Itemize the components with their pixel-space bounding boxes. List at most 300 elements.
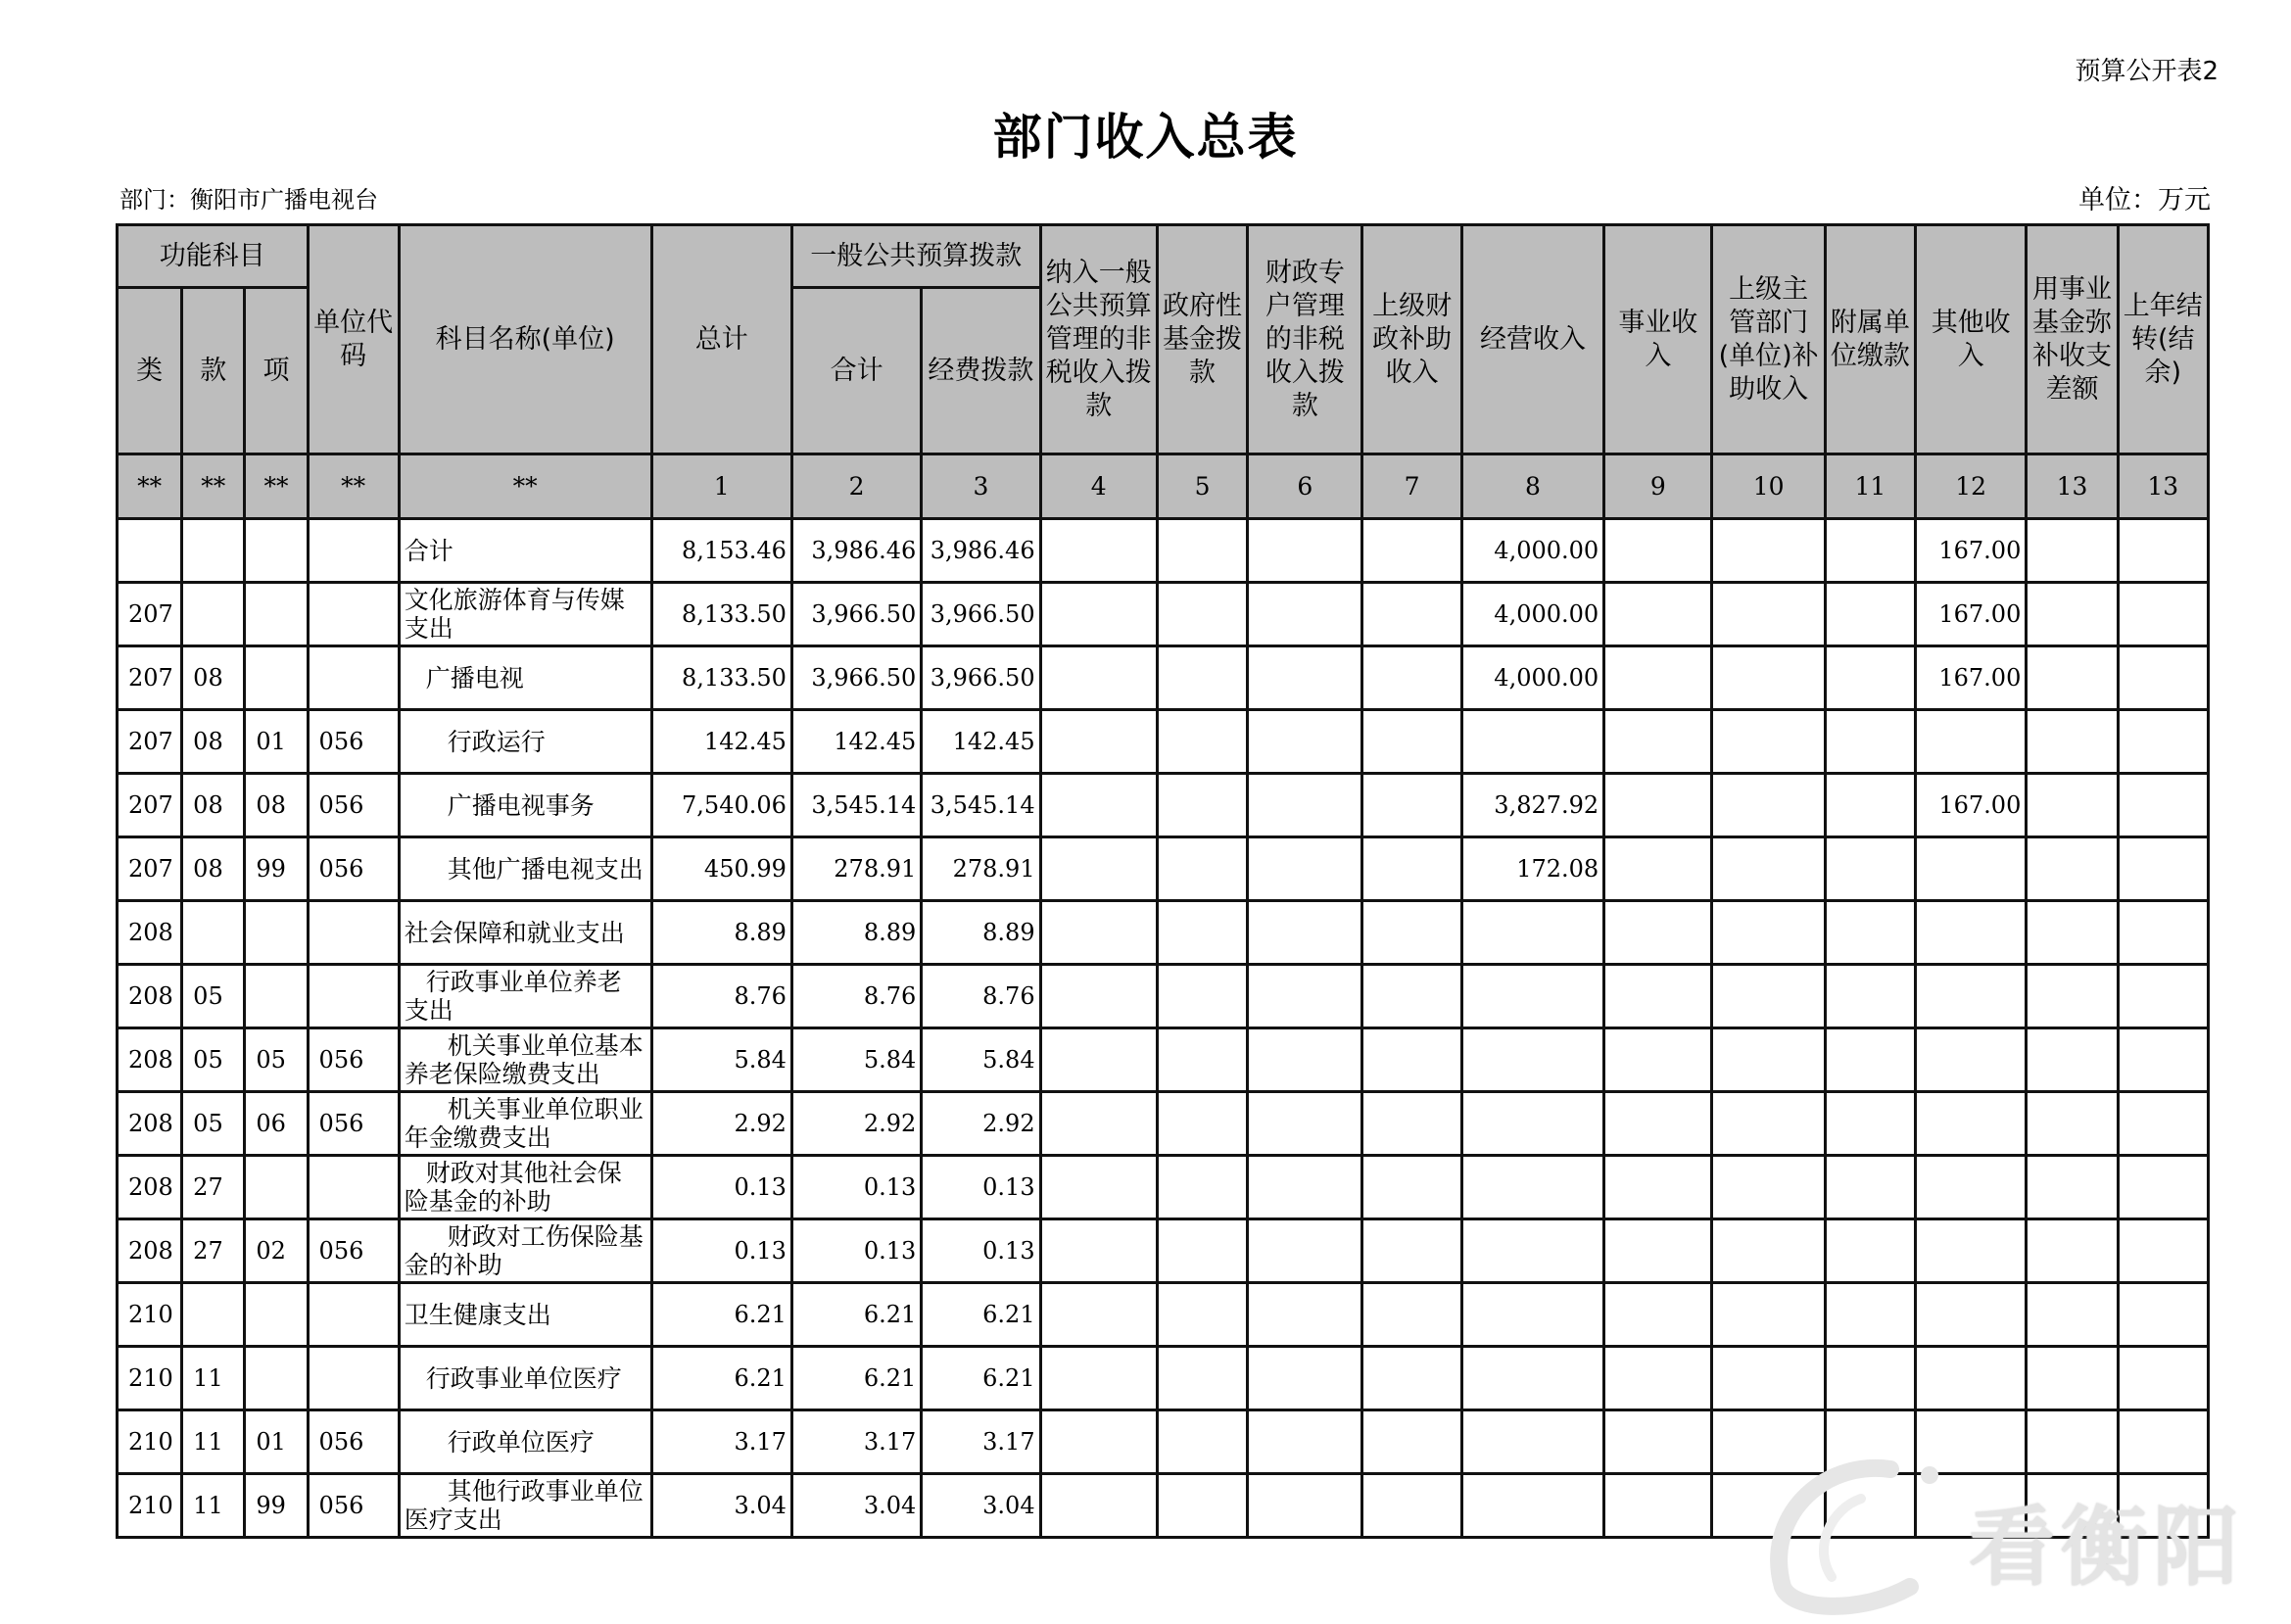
cell-business [1604,1028,1712,1092]
cell-affiliated [1825,1219,1915,1283]
table-row [118,1219,2209,1283]
cell-code: 056 [308,1474,399,1538]
header-nontax-in-gpb: 纳入一般公共预算管理的非税收入拨款 [1040,225,1157,454]
cell-fund-gap [2027,646,2118,710]
cell-fund-gap [2027,965,2118,1028]
cell-xiang: 02 [245,1219,308,1283]
subject-name-text: 机关事业单位职业年金缴费支出 [404,1095,644,1152]
cell-gpb-sum: 2.92 [791,1092,921,1156]
header-business-income: 事业收入 [1604,225,1712,454]
cell-gov-fund [1157,837,1247,901]
cell-business [1604,583,1712,646]
cell-affiliated [1825,837,1915,901]
cell-business [1604,837,1712,901]
cell-carryover [2118,837,2208,901]
cell-sup-dept [1712,1474,1825,1538]
cell-xiang [245,646,308,710]
cell-lei: 207 [118,710,182,774]
cell-total: 8,153.46 [651,519,791,583]
cell-gpb-funds: 0.13 [922,1156,1040,1219]
cell-gpb-funds: 3.17 [922,1410,1040,1474]
cell-superior [1362,965,1461,1028]
cell-other: 167.00 [1916,646,2027,710]
cell-gpb-funds: 278.91 [922,837,1040,901]
cell-superior [1362,1092,1461,1156]
subject-name-text: 合计 [404,536,453,565]
cell-code: 056 [308,1219,399,1283]
cell-subject-name [399,1347,651,1410]
cell-kuan: 11 [182,1474,245,1538]
header-xiang: 项 [245,288,308,454]
subject-name-text: 行政运行 [447,727,546,756]
cell-kuan: 05 [182,1028,245,1092]
cell-gov-fund [1157,1347,1247,1410]
cell-sup-dept [1712,583,1825,646]
cell-kuan: 27 [182,1156,245,1219]
cell-fin-acct [1248,774,1362,837]
header-business-fund-gap: 用事业基金弥补收支差额 [2027,225,2118,454]
cell-affiliated [1825,1474,1915,1538]
cell-business [1604,519,1712,583]
cell-sup-dept [1712,1283,1825,1347]
income-summary-table [116,223,2210,1539]
cell-gpb-sum: 8.76 [791,965,921,1028]
cell-kuan: 11 [182,1410,245,1474]
cell-operating [1461,1092,1603,1156]
cell-code: 056 [308,710,399,774]
cell-carryover [2118,965,2208,1028]
cell-business [1604,1219,1712,1283]
cell-fund-gap [2027,583,2118,646]
subject-name-text: 行政事业单位养老支出 [404,968,622,1025]
subject-name-text: 社会保障和就业支出 [404,918,625,947]
cell-sup-dept [1712,646,1825,710]
header-lei: 类 [118,288,182,454]
header-subject-name: 科目名称(单位) [399,225,651,454]
cell-lei: 207 [118,583,182,646]
cell-business [1604,1474,1712,1538]
cell-carryover [2118,1410,2208,1474]
cell-gov-fund [1157,710,1247,774]
cell-kuan: 08 [182,837,245,901]
cell-nontax [1040,646,1157,710]
header-superior-subsidy: 上级财政补助收入 [1362,225,1461,454]
cell-kuan: 05 [182,965,245,1028]
cell-superior [1362,710,1461,774]
cell-superior [1362,1156,1461,1219]
department-label: 部门：衡阳市广播电视台 [119,186,378,214]
header-last-year-carryover: 上年结转(结余) [2118,225,2208,454]
cell-kuan: 08 [182,646,245,710]
cell-affiliated [1825,519,1915,583]
index-cell: 2 [791,454,921,519]
subject-name-text: 财政对工伤保险基金的补助 [404,1222,644,1279]
cell-gpb-sum: 5.84 [791,1028,921,1092]
table-row [118,1028,2209,1092]
cell-other: 167.00 [1916,583,2027,646]
index-cell: ** [399,454,651,519]
cell-subject-name [399,837,651,901]
cell-kuan [182,583,245,646]
table-body [118,519,2209,1538]
cell-fund-gap [2027,837,2118,901]
cell-sup-dept [1712,1156,1825,1219]
cell-gov-fund [1157,1474,1247,1538]
cell-xiang [245,1283,308,1347]
cell-gpb-sum: 0.13 [791,1219,921,1283]
cell-operating [1461,1474,1603,1538]
watermark-text: 看衡阳 [1969,1497,2246,1598]
cell-carryover [2118,646,2208,710]
cell-subject-name [399,1156,651,1219]
cell-affiliated [1825,1347,1915,1410]
cell-total: 8.89 [651,901,791,965]
table-row [118,837,2209,901]
cell-kuan: 08 [182,710,245,774]
cell-subject-name [399,901,651,965]
cell-gpb-sum: 3,966.50 [791,646,921,710]
cell-gpb-sum: 8.89 [791,901,921,965]
cell-business [1604,901,1712,965]
cell-gpb-funds: 5.84 [922,1028,1040,1092]
header-unit-code: 单位代码 [308,225,399,454]
form-number: 预算公开表2 [2075,57,2219,86]
cell-lei: 208 [118,965,182,1028]
cell-gov-fund [1157,1028,1247,1092]
cell-fin-acct [1248,1410,1362,1474]
cell-total: 7,540.06 [651,774,791,837]
cell-other [1916,1283,2027,1347]
cell-business [1604,1410,1712,1474]
subject-name-text: 行政单位医疗 [447,1427,595,1457]
cell-gov-fund [1157,965,1247,1028]
cell-affiliated [1825,710,1915,774]
index-cell: 13 [2027,454,2118,519]
cell-fund-gap [2027,1474,2118,1538]
index-cell: 1 [651,454,791,519]
cell-other [1916,1219,2027,1283]
cell-lei: 208 [118,901,182,965]
cell-fin-acct [1248,1474,1362,1538]
cell-fin-acct [1248,1283,1362,1347]
cell-operating: 4,000.00 [1461,646,1603,710]
cell-fin-acct [1248,519,1362,583]
subject-name-text: 机关事业单位基本养老保险缴费支出 [404,1031,644,1088]
cell-fin-acct [1248,901,1362,965]
cell-kuan: 27 [182,1219,245,1283]
cell-nontax [1040,1219,1157,1283]
cell-xiang: 05 [245,1028,308,1092]
cell-business [1604,1156,1712,1219]
cell-affiliated [1825,646,1915,710]
cell-gpb-funds: 3,966.50 [922,583,1040,646]
cell-total: 6.21 [651,1283,791,1347]
table-row [118,1156,2209,1219]
cell-subject-name [399,1410,651,1474]
cell-fund-gap [2027,519,2118,583]
cell-gov-fund [1157,901,1247,965]
unit-label: 单位：万元 [2078,185,2211,215]
cell-fin-acct [1248,1219,1362,1283]
cell-nontax [1040,1028,1157,1092]
cell-fund-gap [2027,901,2118,965]
header-affiliated-payment: 附属单位缴款 [1825,225,1915,454]
cell-xiang [245,901,308,965]
cell-code: 056 [308,1410,399,1474]
cell-total: 5.84 [651,1028,791,1092]
subject-name-text: 行政事业单位医疗 [425,1363,622,1393]
cell-lei: 208 [118,1092,182,1156]
cell-nontax [1040,901,1157,965]
cell-business [1604,646,1712,710]
cell-code [308,901,399,965]
cell-affiliated [1825,1283,1915,1347]
cell-total: 6.21 [651,1347,791,1410]
cell-carryover [2118,1219,2208,1283]
header-total: 总计 [651,225,791,454]
cell-total: 8.76 [651,965,791,1028]
cell-other [1916,1028,2027,1092]
cell-fin-acct [1248,583,1362,646]
cell-fin-acct [1248,837,1362,901]
cell-nontax [1040,583,1157,646]
cell-gpb-funds: 2.92 [922,1092,1040,1156]
cell-business [1604,1283,1712,1347]
cell-subject-name [399,583,651,646]
cell-subject-name [399,1028,651,1092]
cell-code [308,1283,399,1347]
cell-lei: 207 [118,646,182,710]
index-cell: ** [118,454,182,519]
cell-gpb-funds: 3,966.50 [922,646,1040,710]
cell-gpb-funds: 142.45 [922,710,1040,774]
page-title: 部门收入总表 [992,109,1299,166]
index-cell: ** [308,454,399,519]
cell-operating: 4,000.00 [1461,519,1603,583]
cell-lei: 207 [118,837,182,901]
cell-fund-gap [2027,774,2118,837]
cell-gov-fund [1157,1092,1247,1156]
cell-subject-name [399,1219,651,1283]
cell-carryover [2118,901,2208,965]
cell-subject-name [399,1092,651,1156]
cell-code: 056 [308,1028,399,1092]
cell-superior [1362,837,1461,901]
index-cell: 4 [1040,454,1157,519]
cell-affiliated [1825,774,1915,837]
cell-sup-dept [1712,1028,1825,1092]
cell-subject-name [399,646,651,710]
table-row [118,1410,2209,1474]
cell-gov-fund [1157,519,1247,583]
cell-fund-gap [2027,1092,2118,1156]
cell-superior [1362,646,1461,710]
cell-subject-name [399,710,651,774]
cell-carryover [2118,774,2208,837]
table-row [118,1092,2209,1156]
cell-operating: 172.08 [1461,837,1603,901]
table-row [118,774,2209,837]
header-kuan: 款 [182,288,245,454]
cell-operating: 4,000.00 [1461,583,1603,646]
cell-gpb-funds: 3,545.14 [922,774,1040,837]
cell-fin-acct [1248,965,1362,1028]
cell-subject-name [399,774,651,837]
index-cell: ** [245,454,308,519]
cell-superior [1362,1219,1461,1283]
cell-total: 3.04 [651,1474,791,1538]
subject-name-text: 其他广播电视支出 [447,854,644,884]
cell-other [1916,965,2027,1028]
cell-superior [1362,1410,1461,1474]
cell-sup-dept [1712,1410,1825,1474]
index-cell: ** [182,454,245,519]
cell-other: 167.00 [1916,774,2027,837]
cell-operating [1461,965,1603,1028]
cell-carryover [2118,1283,2208,1347]
cell-operating [1461,1219,1603,1283]
cell-carryover [2118,583,2208,646]
cell-carryover [2118,1474,2208,1538]
subject-name-text: 广播电视 [425,663,524,693]
cell-business [1604,710,1712,774]
cell-subject-name [399,519,651,583]
header-operating-income: 经营收入 [1461,225,1603,454]
cell-business [1604,1347,1712,1410]
header-gpb-funds: 经费拨款 [922,288,1040,454]
cell-code [308,583,399,646]
cell-nontax [1040,837,1157,901]
cell-nontax [1040,1156,1157,1219]
header-gpb-sum: 合计 [791,288,921,454]
cell-xiang [245,519,308,583]
cell-affiliated [1825,583,1915,646]
cell-other [1916,901,2027,965]
header-index-row [118,454,2209,519]
cell-gov-fund [1157,1156,1247,1219]
cell-fund-gap [2027,710,2118,774]
cell-superior [1362,774,1461,837]
subject-name-text: 广播电视事务 [447,790,595,820]
index-cell: 10 [1712,454,1825,519]
cell-sup-dept [1712,1092,1825,1156]
cell-other [1916,1474,2027,1538]
cell-sup-dept [1712,1347,1825,1410]
cell-affiliated [1825,965,1915,1028]
header-fin-account-nontax: 财政专户管理的非税收入拨款 [1248,225,1362,454]
cell-operating [1461,1410,1603,1474]
cell-sup-dept [1712,774,1825,837]
cell-gov-fund [1157,1410,1247,1474]
cell-total: 8,133.50 [651,583,791,646]
cell-operating [1461,1156,1603,1219]
cell-operating [1461,1028,1603,1092]
cell-nontax [1040,519,1157,583]
index-cell: 5 [1157,454,1247,519]
cell-total: 142.45 [651,710,791,774]
cell-gpb-sum: 6.21 [791,1283,921,1347]
cell-code [308,1347,399,1410]
cell-gpb-sum: 3.04 [791,1474,921,1538]
cell-kuan [182,901,245,965]
table-row [118,1283,2209,1347]
cell-code: 056 [308,774,399,837]
cell-xiang: 01 [245,710,308,774]
table-row [118,965,2209,1028]
index-cell: 7 [1362,454,1461,519]
cell-gov-fund [1157,583,1247,646]
table-row [118,583,2209,646]
cell-lei: 208 [118,1156,182,1219]
cell-kuan [182,1283,245,1347]
cell-superior [1362,1474,1461,1538]
cell-gpb-sum: 142.45 [791,710,921,774]
cell-superior [1362,1347,1461,1410]
subject-name-text: 卫生健康支出 [404,1300,551,1329]
cell-other [1916,1156,2027,1219]
cell-subject-name [399,1283,651,1347]
cell-operating [1461,1283,1603,1347]
cell-sup-dept [1712,965,1825,1028]
cell-xiang [245,1156,308,1219]
cell-subject-name [399,1474,651,1538]
cell-fin-acct [1248,646,1362,710]
cell-other [1916,837,2027,901]
cell-xiang: 99 [245,837,308,901]
cell-lei: 210 [118,1410,182,1474]
cell-lei: 210 [118,1474,182,1538]
cell-operating: 3,827.92 [1461,774,1603,837]
cell-carryover [2118,1028,2208,1092]
cell-business [1604,1092,1712,1156]
cell-sup-dept [1712,901,1825,965]
cell-code [308,519,399,583]
cell-business [1604,965,1712,1028]
cell-kuan [182,519,245,583]
cell-kuan: 11 [182,1347,245,1410]
cell-fund-gap [2027,1028,2118,1092]
cell-carryover [2118,519,2208,583]
cell-gov-fund [1157,1219,1247,1283]
header-other-income: 其他收入 [1916,225,2027,454]
cell-sup-dept [1712,1219,1825,1283]
cell-fin-acct [1248,1092,1362,1156]
cell-nontax [1040,1092,1157,1156]
table-row [118,646,2209,710]
cell-nontax [1040,1283,1157,1347]
subject-name-text: 财政对其他社会保险基金的补助 [404,1159,622,1216]
cell-fin-acct [1248,710,1362,774]
cell-gpb-sum: 3,986.46 [791,519,921,583]
index-cell: 13 [2118,454,2208,519]
cell-affiliated [1825,1410,1915,1474]
cell-kuan: 08 [182,774,245,837]
cell-affiliated [1825,901,1915,965]
cell-other [1916,710,2027,774]
index-cell: 8 [1461,454,1603,519]
cell-code [308,965,399,1028]
cell-xiang [245,965,308,1028]
header-gpb-group: 一般公共预算拨款 [791,225,1040,288]
cell-fund-gap [2027,1347,2118,1410]
index-cell: 11 [1825,454,1915,519]
cell-xiang [245,583,308,646]
cell-fund-gap [2027,1410,2118,1474]
cell-gpb-sum: 6.21 [791,1347,921,1410]
cell-affiliated [1825,1092,1915,1156]
cell-business [1604,774,1712,837]
cell-xiang: 01 [245,1410,308,1474]
